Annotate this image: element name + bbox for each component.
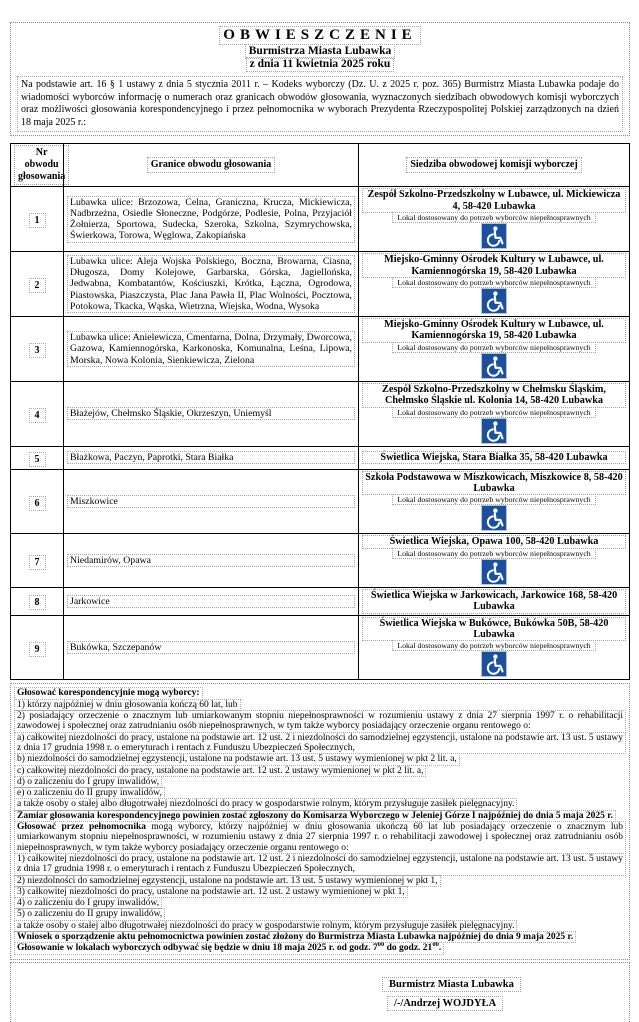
polling-station-name: Zespół Szkolno-Przedszkolny w Chełmsku Śląskim, Chełmsko Śląskie ul. Kolonia 14, 58-420 Lubawka xyxy=(363,384,625,407)
district-boundaries: Niedamirów, Opawa xyxy=(68,555,354,566)
info-line: Zamiar głosowania korespondencyjnego powinien zostać zgłoszony do Komisarza Wyborczego w Jeleniej Górze I najpóźniej do dnia 5 maja 2025 r. xyxy=(17,810,614,821)
info-line: 5) o zaliczeniu do II grupy inwalidów, xyxy=(17,909,163,920)
wheelchair-icon xyxy=(482,354,506,378)
info-line: 3) całkowitej niezdolności do pracy, ustalone na podstawie art. 12 ust. 2 ustawy wymienionej w pkt 1, xyxy=(17,886,405,897)
district-number: 3 xyxy=(30,344,45,357)
document-date: z dnia 11 kwietnia 2025 roku xyxy=(247,58,394,71)
accessibility-note: Lokal dostosowany do potrzeb wyborców niepełnosprawnych xyxy=(393,495,594,504)
info-line: 4) o zaliczeniu do I grupy inwalidów, xyxy=(17,898,160,909)
accessibility-note: Lokal dostosowany do potrzeb wyborców niepełnosprawnych xyxy=(393,641,594,650)
accessibility-note: Lokal dostosowany do potrzeb wyborców niepełnosprawnych xyxy=(393,278,594,287)
district-boundaries-cell xyxy=(64,187,359,252)
info-line: Głosowanie w lokalach wyborczych odbywać się będzie w dniu 18 maja 2025 r. od godz. $7^{00}$ do godz. $21^{00}$. xyxy=(17,941,442,954)
column-header-boundaries xyxy=(64,144,359,187)
district-table-body xyxy=(11,187,630,680)
column-header-commission-seat-label: Siedziba obwodowej komisji wyborczej xyxy=(407,158,580,172)
polling-station-cell xyxy=(359,446,630,469)
polling-station-name: Zespół Szkolno-Przedszkolny w Lubawce, ul. Mickiewicza 4, 58-420 Lubawka xyxy=(363,189,625,212)
district-boundaries-cell xyxy=(64,534,359,587)
district-number-cell xyxy=(11,446,64,469)
district-number: 1 xyxy=(30,214,45,227)
signature-role: Burmistrz Miasta Lubawka xyxy=(383,978,520,991)
info-line: a) całkowitej niezdolności do pracy, ustalone na podstawie art. 12 ust. 2 i niezdolności do samodzielnej egzystencji, ustalone na podstawie art. 13 ust. 5 ustawy z dnia 17 grudnia 1998 r. o emeryturach i rentach z Funduszu Ubezpieczeń Społecznych, xyxy=(17,732,623,753)
district-boundaries: Miszkowice xyxy=(68,496,354,507)
polling-station-name: Szkoła Podstawowa w Miszkowicach, Miszkowice 8, 58-420 Lubawka xyxy=(363,472,625,495)
polling-station-name: Świetlica Wiejska w Jarkowicach, Jarkowice 168, 58-420 Lubawka xyxy=(363,590,625,613)
district-boundaries: Błażkowa, Paczyn, Paprotki, Stara Białka xyxy=(68,452,354,463)
polling-station-name: Miejsko-Gminny Ośrodek Kultury w Lubawce, ul. Kamiennogórska 19, 58-420 Lubawka xyxy=(363,254,625,277)
wheelchair-icon xyxy=(482,224,506,248)
district-boundaries-cell xyxy=(64,469,359,534)
district-boundaries-cell xyxy=(64,381,359,446)
polling-station-cell xyxy=(359,252,630,317)
district-boundaries: Jarkowice xyxy=(68,596,354,607)
polling-station-cell xyxy=(359,587,630,615)
info-line: a także osoby o stałej albo długotrwałej niezdolności do pracy w gospodarstwie rolnym, którym przysługuje zasiłek pielęgnacyjny. xyxy=(17,920,515,931)
district-row xyxy=(11,534,630,587)
column-header-commission-seat xyxy=(359,144,630,187)
document-title: OBWIESZCZENIE xyxy=(220,27,419,44)
district-boundaries: Lubawka ulice: Brzozowa, Celna, Graniczna, Krucza, Mickiewicza, Nadbrzeżna, Osiedle Słoneczne, Podgórze, Podlesie, Polna, Przyjaciół Żołnierza, Sportowa, Sudecka, Szeroka, Szkolna, Szymrychowska, Świerkowa, Torowa, Węglowa, Zakopiańska xyxy=(70,196,352,242)
district-number-cell xyxy=(11,534,64,587)
accessibility-note: Lokal dostosowany do potrzeb wyborców niepełnosprawnych xyxy=(393,213,594,222)
district-number: 8 xyxy=(30,596,45,609)
district-number: 4 xyxy=(30,409,45,422)
polling-station-cell xyxy=(359,469,630,534)
district-row xyxy=(11,252,630,317)
district-number-cell xyxy=(11,587,64,615)
wheelchair-icon xyxy=(482,419,506,443)
district-boundaries: Bukówka, Szczepanów xyxy=(68,642,354,653)
polling-station-name: Świetlica Wiejska, Opawa 100, 58-420 Lubawka xyxy=(363,536,625,547)
info-line: Wniosek o sporządzenie aktu pełnomocnictwa powinien zostać złożony do Burmistrza Miasta Lubawka najpóźniej do dnia 9 maja 2025 r. xyxy=(17,932,574,942)
polling-station-cell xyxy=(359,534,630,587)
district-number-cell xyxy=(11,381,64,446)
info-line: Głosować korespondencyjnie mogą wyborcy: xyxy=(17,688,200,699)
info-line: b) niezdolności do samodzielnej egzystencji, ustalone na podstawie art. 13 ust. 5 ustawy wymienionej w pkt 2 lit. a, xyxy=(17,754,457,765)
polling-station-cell xyxy=(359,381,630,446)
announcement-header xyxy=(10,22,630,136)
document-date-row xyxy=(18,58,622,71)
polling-station-cell xyxy=(359,317,630,382)
district-boundaries: Lubawka ulice: Anielewicza, Cmentarna, Dolna, Drzymały, Dworcowa, Gazowa, Kamiennogórska, Karkonoska, Komunalna, Leśna, Lipowa, Morska, Nowa Kolonia, Sienkiewicza, Zielona xyxy=(70,332,353,366)
info-line: a także osoby o stałej albo długotrwałej niezdolności do pracy w gospodarstwie rolnym, którym przysługuje zasiłek pielęgnacyjny. xyxy=(17,799,515,810)
district-boundaries: Błażejów, Chełmsko Śląskie, Okrzeszyn, Uniemyśl xyxy=(68,408,354,419)
polling-station-cell xyxy=(359,615,630,680)
district-boundaries-cell xyxy=(64,317,359,382)
district-boundaries-cell xyxy=(64,615,359,680)
polling-station-name: Miejsko-Gminny Ośrodek Kultury w Lubawce, ul. Kamiennogórska 19, 58-420 Lubawka xyxy=(363,319,625,342)
info-line: 1) całkowitej niezdolności do pracy, ustalone na podstawie art. 12 ust. 2 i niezdolności do samodzielnej egzystencji, ustalone na podstawie art. 13 ust. 5 ustawy z dnia 17 grudnia 1998 r. o emeryturach i rentach z Funduszu Ubezpieczeń Społecznych, xyxy=(17,853,623,875)
column-header-district-number xyxy=(11,144,64,187)
column-header-boundaries-label: Granice obwodu głosowania xyxy=(148,158,275,172)
district-number-cell xyxy=(11,469,64,534)
accessibility-note: Lokal dostosowany do potrzeb wyborców niepełnosprawnych xyxy=(393,408,594,417)
district-number: 2 xyxy=(30,279,45,292)
info-line: c) całkowitej niezdolności do pracy, ustalone na podstawie art. 12 ust. 2 ustawy wymienionej w pkt 2 lit. a, xyxy=(17,765,424,776)
district-number-cell xyxy=(11,615,64,680)
info-line: 1) którzy najpóźniej w dniu głosowania kończą 60 lat, lub xyxy=(17,699,238,710)
district-number-cell xyxy=(11,252,64,317)
district-row xyxy=(11,187,630,252)
district-boundaries-cell xyxy=(64,252,359,317)
accessibility-note: Lokal dostosowany do potrzeb wyborców niepełnosprawnych xyxy=(393,549,594,558)
wheelchair-icon xyxy=(482,506,506,530)
info-line: Głosować przez pełnomocnika mogą wyborcy, którzy najpóźniej w dniu głosowania ukończą 60 lat lub posiadający orzeczenie o znacznym lub umiarkowanym stopniu niepełnosprawności, w rozumieniu ustawy z dnia 27 sierpnia 1997 r. o rehabilitacji zawodowej i społecznej oraz zatrudnianiu osób niepełnosprawnych, w tym także wyborcy posiadający orzeczenie organu rentowego o: xyxy=(17,822,623,853)
district-row xyxy=(11,317,630,382)
document-title-row xyxy=(18,27,622,44)
district-row xyxy=(11,587,630,615)
info-line: 2) niezdolności do samodzielnej egzystencji, ustalone na podstawie art. 13 ust. 5 ustawy wymienionej w pkt 1, xyxy=(17,875,438,886)
polling-station-name: Świetlica Wiejska w Bukówce, Bukówka 50B, 58-420 Lubawka xyxy=(363,618,625,641)
district-row xyxy=(11,446,630,469)
accessibility-note: Lokal dostosowany do potrzeb wyborców niepełnosprawnych xyxy=(393,343,594,352)
polling-station-name: Świetlica Wiejska, Stara Białka 35, 58-420 Lubawka xyxy=(363,452,625,463)
district-number-cell xyxy=(11,317,64,382)
district-boundaries: Lubawka ulice: Aleja Wojska Polskiego, Boczna, Browarna, Ciasna, Długosza, Domy Kolejowe, Garbarska, Górska, Jagiellońska, Jedwabna, Kombatantów, Kościuszki, Krótka, Łączna, Ogrodowa, Piastowska, Piaszczysta, Plac Jana Pawła II, Plac Wolności, Pocztowa, Potokowa, Tkacka, Wąska, Wietrzna, Wiejska, Wodna, Wysoka xyxy=(70,256,352,312)
table-header-row xyxy=(11,144,630,187)
info-line: 2) posiadający orzeczenie o znacznym lub umiarkowanym stopniu niepełnosprawności w rozumieniu ustawy z dnia 27 sierpnia 1997 r. o rehabilitacji zawodowej i społecznej oraz zatrudnianiu osób niepełnosprawnych, w tym także wyborcy posiadający orzeczenie organu rentowego o: xyxy=(17,711,623,732)
signature-name: /-/Andrzej WOJDYŁA xyxy=(388,997,502,1010)
wheelchair-icon xyxy=(482,652,506,676)
district-number-cell xyxy=(11,187,64,252)
district-boundaries-cell xyxy=(64,587,359,615)
legal-basis-paragraph: Na podstawie art. 16 § 1 ustawy z dnia 5 stycznia 2011 r. – Kodeks wyborczy (Dz. U. z 2025 r. poz. 365) Burmistrz Miasta Lubawka podaje do wiadomości wyborców informację o numerach oraz granicach obwodów głosowania, wyznaczonych siedzibach obwodowych komisji wyborczych oraz możliwości głosowania korespondencyjnego i przez pełnomocnika w wyborach Prezydenta Rzeczypospolitej Polskiej zarządzonych na dzień 18 maja 2025 r.: xyxy=(18,77,622,131)
signature-section xyxy=(10,962,630,1022)
column-header-district-number-label: Nr obwodu głosowania xyxy=(15,146,68,184)
district-row xyxy=(11,469,630,534)
document-issuer: Burmistrza Miasta Lubawka xyxy=(246,45,394,58)
district-number: 5 xyxy=(30,453,45,466)
district-number: 7 xyxy=(30,556,45,569)
district-number: 6 xyxy=(30,497,45,510)
polling-districts-table xyxy=(10,143,630,680)
info-line: e) o zaliczeniu do II grupy inwalidów, xyxy=(17,788,162,799)
wheelchair-icon xyxy=(482,560,506,584)
wheelchair-icon xyxy=(482,289,506,313)
district-row xyxy=(11,381,630,446)
voting-information-section xyxy=(10,683,630,959)
polling-station-cell xyxy=(359,187,630,252)
district-number: 9 xyxy=(30,643,45,656)
district-boundaries-cell xyxy=(64,446,359,469)
document-issuer-row xyxy=(18,45,622,58)
district-row xyxy=(11,615,630,680)
info-line: d) o zaliczeniu do I grupy inwalidów, xyxy=(17,776,160,787)
